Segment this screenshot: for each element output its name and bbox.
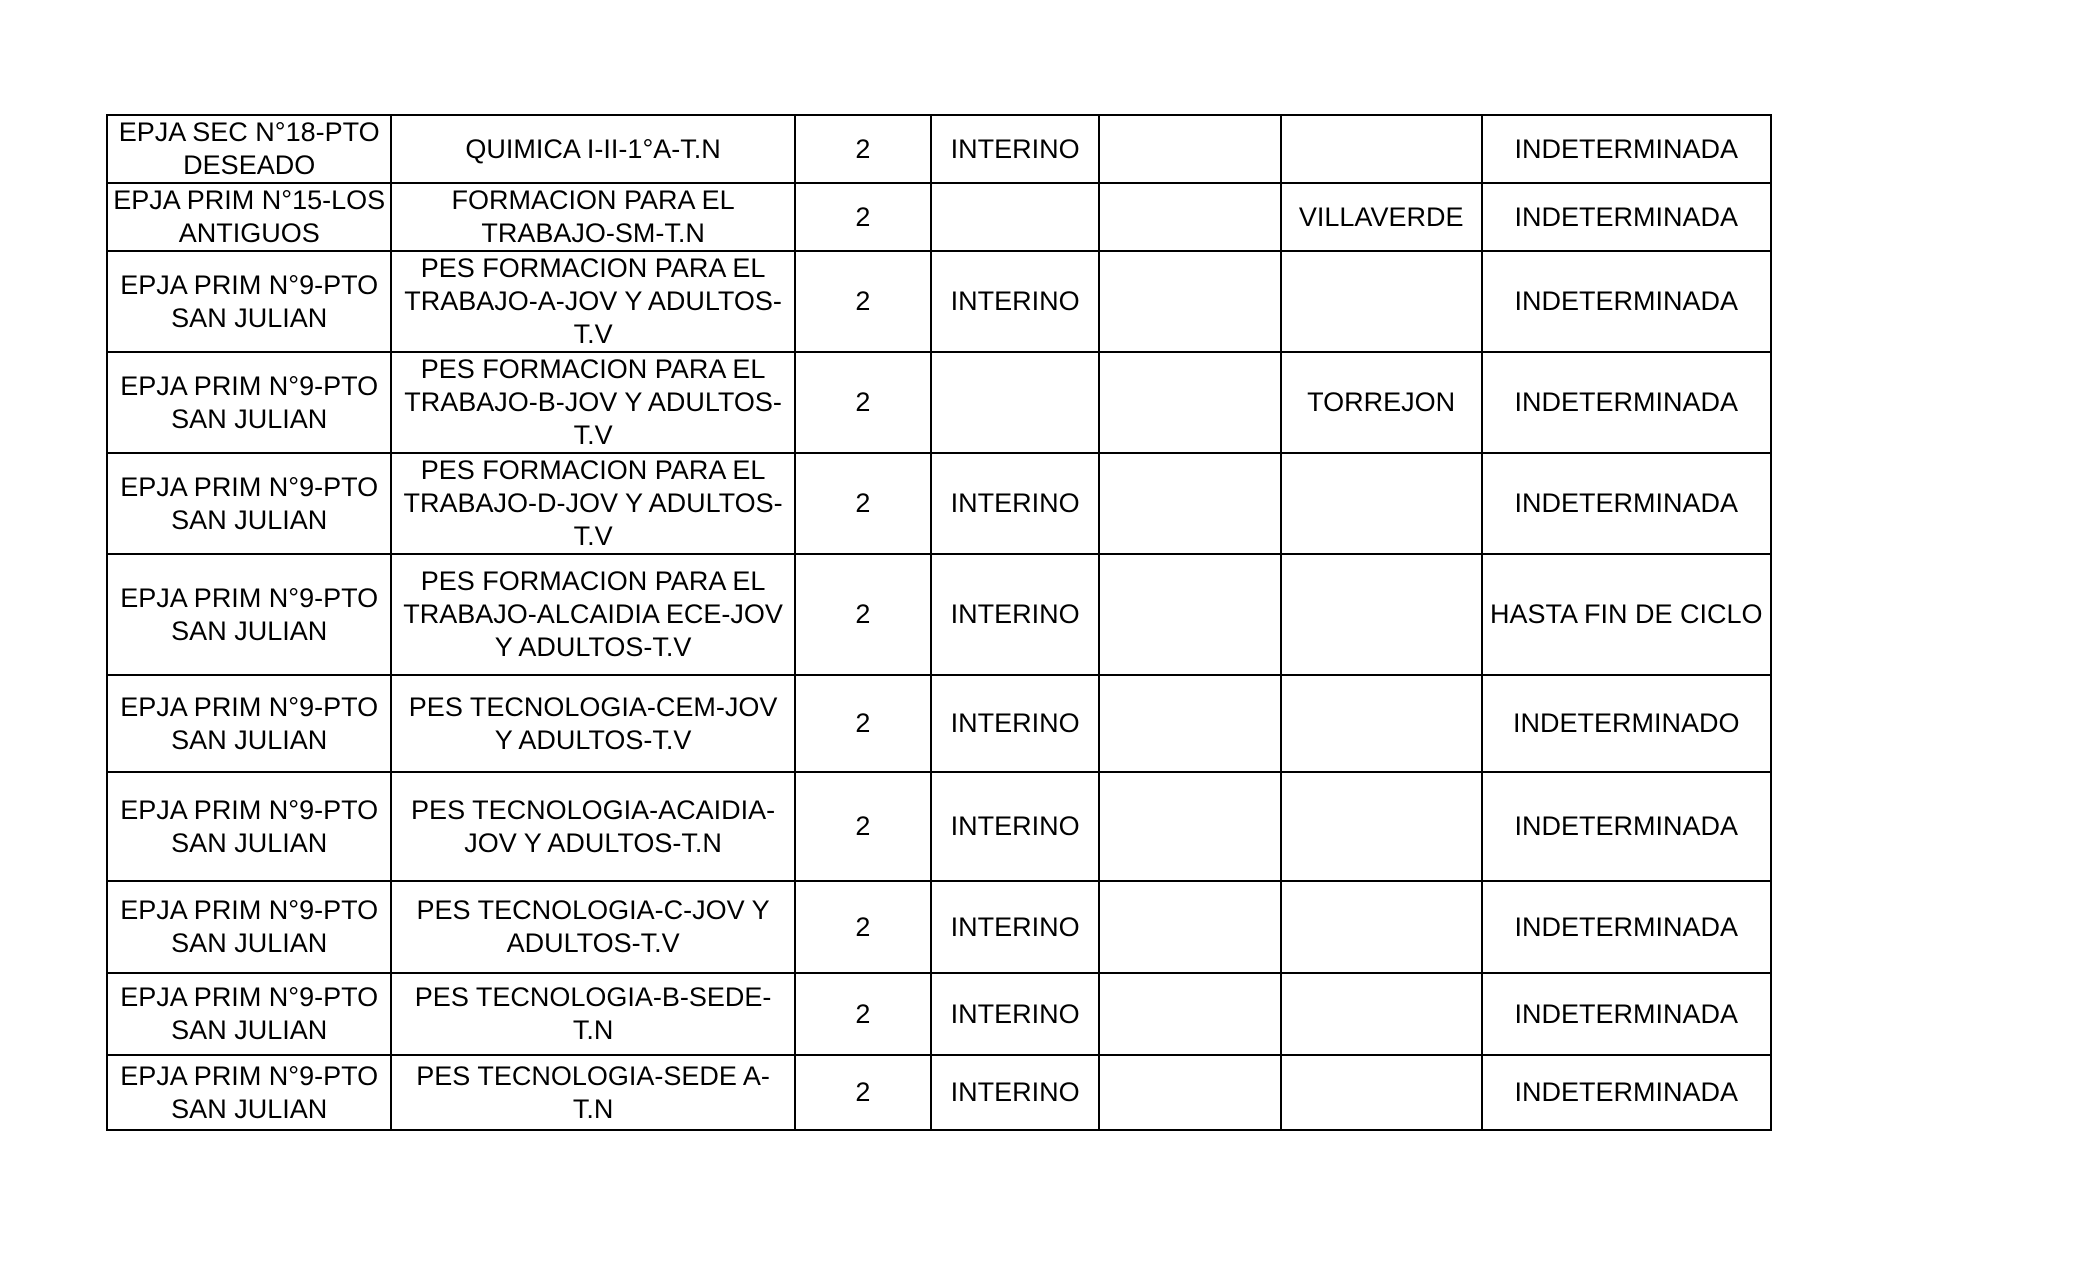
cell-duracion: INDETERMINADA	[1482, 251, 1771, 352]
cell-situacion: INTERINO	[931, 1055, 1099, 1130]
cell-duracion: INDETERMINADA	[1482, 453, 1771, 554]
table-row	[107, 251, 1771, 352]
cell-materia: QUIMICA I-II-1°A-T.N	[391, 115, 794, 183]
cell-docente: TORREJON	[1281, 352, 1482, 453]
table-body	[107, 115, 1771, 1130]
cell-escuela: EPJA SEC N°18-PTO DESEADO	[107, 115, 391, 183]
cell-escuela: EPJA PRIM N°9-PTO SAN JULIAN	[107, 352, 391, 453]
cell-duracion: INDETERMINADA	[1482, 772, 1771, 881]
cell-empty	[1099, 115, 1281, 183]
table-row	[107, 973, 1771, 1055]
cell-docente	[1281, 251, 1482, 352]
cell-docente	[1281, 1055, 1482, 1130]
cell-horas: 2	[795, 251, 931, 352]
cell-horas: 2	[795, 675, 931, 772]
cell-duracion: INDETERMINADA	[1482, 881, 1771, 973]
cell-empty	[1099, 352, 1281, 453]
cell-empty	[1099, 881, 1281, 973]
cell-situacion	[931, 183, 1099, 251]
cell-horas: 2	[795, 973, 931, 1055]
cell-escuela: EPJA PRIM N°9-PTO SAN JULIAN	[107, 973, 391, 1055]
cell-materia: PES TECNOLOGIA-C-JOV Y ADULTOS-T.V	[391, 881, 794, 973]
cell-docente	[1281, 554, 1482, 675]
table-row	[107, 115, 1771, 183]
cell-docente	[1281, 453, 1482, 554]
cell-horas: 2	[795, 453, 931, 554]
cell-materia: PES TECNOLOGIA-B-SEDE-T.N	[391, 973, 794, 1055]
assignments-table	[106, 114, 1772, 1131]
cell-materia: FORMACION PARA EL TRABAJO-SM-T.N	[391, 183, 794, 251]
cell-situacion: INTERINO	[931, 881, 1099, 973]
cell-escuela: EPJA PRIM N°15-LOS ANTIGUOS	[107, 183, 391, 251]
cell-escuela: EPJA PRIM N°9-PTO SAN JULIAN	[107, 251, 391, 352]
cell-horas: 2	[795, 881, 931, 973]
cell-escuela: EPJA PRIM N°9-PTO SAN JULIAN	[107, 1055, 391, 1130]
cell-duracion: INDETERMINADA	[1482, 183, 1771, 251]
cell-situacion: INTERINO	[931, 251, 1099, 352]
cell-escuela: EPJA PRIM N°9-PTO SAN JULIAN	[107, 881, 391, 973]
cell-situacion: INTERINO	[931, 772, 1099, 881]
cell-duracion: INDETERMINADA	[1482, 115, 1771, 183]
cell-materia: PES TECNOLOGIA-SEDE A-T.N	[391, 1055, 794, 1130]
cell-empty	[1099, 1055, 1281, 1130]
cell-situacion: INTERINO	[931, 675, 1099, 772]
cell-situacion: INTERINO	[931, 115, 1099, 183]
cell-horas: 2	[795, 183, 931, 251]
cell-docente	[1281, 973, 1482, 1055]
cell-situacion: INTERINO	[931, 973, 1099, 1055]
table-row	[107, 453, 1771, 554]
table-row	[107, 352, 1771, 453]
cell-escuela: EPJA PRIM N°9-PTO SAN JULIAN	[107, 772, 391, 881]
cell-horas: 2	[795, 115, 931, 183]
cell-materia: PES FORMACION PARA EL TRABAJO-B-JOV Y ADULTOS-T.V	[391, 352, 794, 453]
cell-empty	[1099, 251, 1281, 352]
cell-situacion	[931, 352, 1099, 453]
table-row	[107, 881, 1771, 973]
table-row	[107, 772, 1771, 881]
cell-empty	[1099, 554, 1281, 675]
cell-docente: VILLAVERDE	[1281, 183, 1482, 251]
cell-docente	[1281, 881, 1482, 973]
cell-situacion: INTERINO	[931, 554, 1099, 675]
cell-horas: 2	[795, 554, 931, 675]
cell-horas: 2	[795, 352, 931, 453]
cell-materia: PES TECNOLOGIA-ACAIDIA-JOV Y ADULTOS-T.N	[391, 772, 794, 881]
cell-empty	[1099, 772, 1281, 881]
cell-docente	[1281, 772, 1482, 881]
cell-materia: PES TECNOLOGIA-CEM-JOV Y ADULTOS-T.V	[391, 675, 794, 772]
table-row	[107, 675, 1771, 772]
cell-escuela: EPJA PRIM N°9-PTO SAN JULIAN	[107, 675, 391, 772]
cell-empty	[1099, 183, 1281, 251]
cell-materia: PES FORMACION PARA EL TRABAJO-ALCAIDIA ECE-JOV Y ADULTOS-T.V	[391, 554, 794, 675]
table-row	[107, 554, 1771, 675]
cell-materia: PES FORMACION PARA EL TRABAJO-A-JOV Y ADULTOS-T.V	[391, 251, 794, 352]
cell-duracion: INDETERMINADA	[1482, 1055, 1771, 1130]
cell-escuela: EPJA PRIM N°9-PTO SAN JULIAN	[107, 453, 391, 554]
cell-materia: PES FORMACION PARA EL TRABAJO-D-JOV Y ADULTOS-T.V	[391, 453, 794, 554]
table-row	[107, 183, 1771, 251]
cell-situacion: INTERINO	[931, 453, 1099, 554]
cell-duracion: HASTA FIN DE CICLO	[1482, 554, 1771, 675]
table-row	[107, 1055, 1771, 1130]
cell-docente	[1281, 675, 1482, 772]
cell-horas: 2	[795, 772, 931, 881]
cell-empty	[1099, 453, 1281, 554]
cell-empty	[1099, 675, 1281, 772]
cell-empty	[1099, 973, 1281, 1055]
cell-docente	[1281, 115, 1482, 183]
cell-horas: 2	[795, 1055, 931, 1130]
cell-escuela: EPJA PRIM N°9-PTO SAN JULIAN	[107, 554, 391, 675]
cell-duracion: INDETERMINADA	[1482, 973, 1771, 1055]
cell-duracion: INDETERMINADA	[1482, 352, 1771, 453]
cell-duracion: INDETERMINADO	[1482, 675, 1771, 772]
